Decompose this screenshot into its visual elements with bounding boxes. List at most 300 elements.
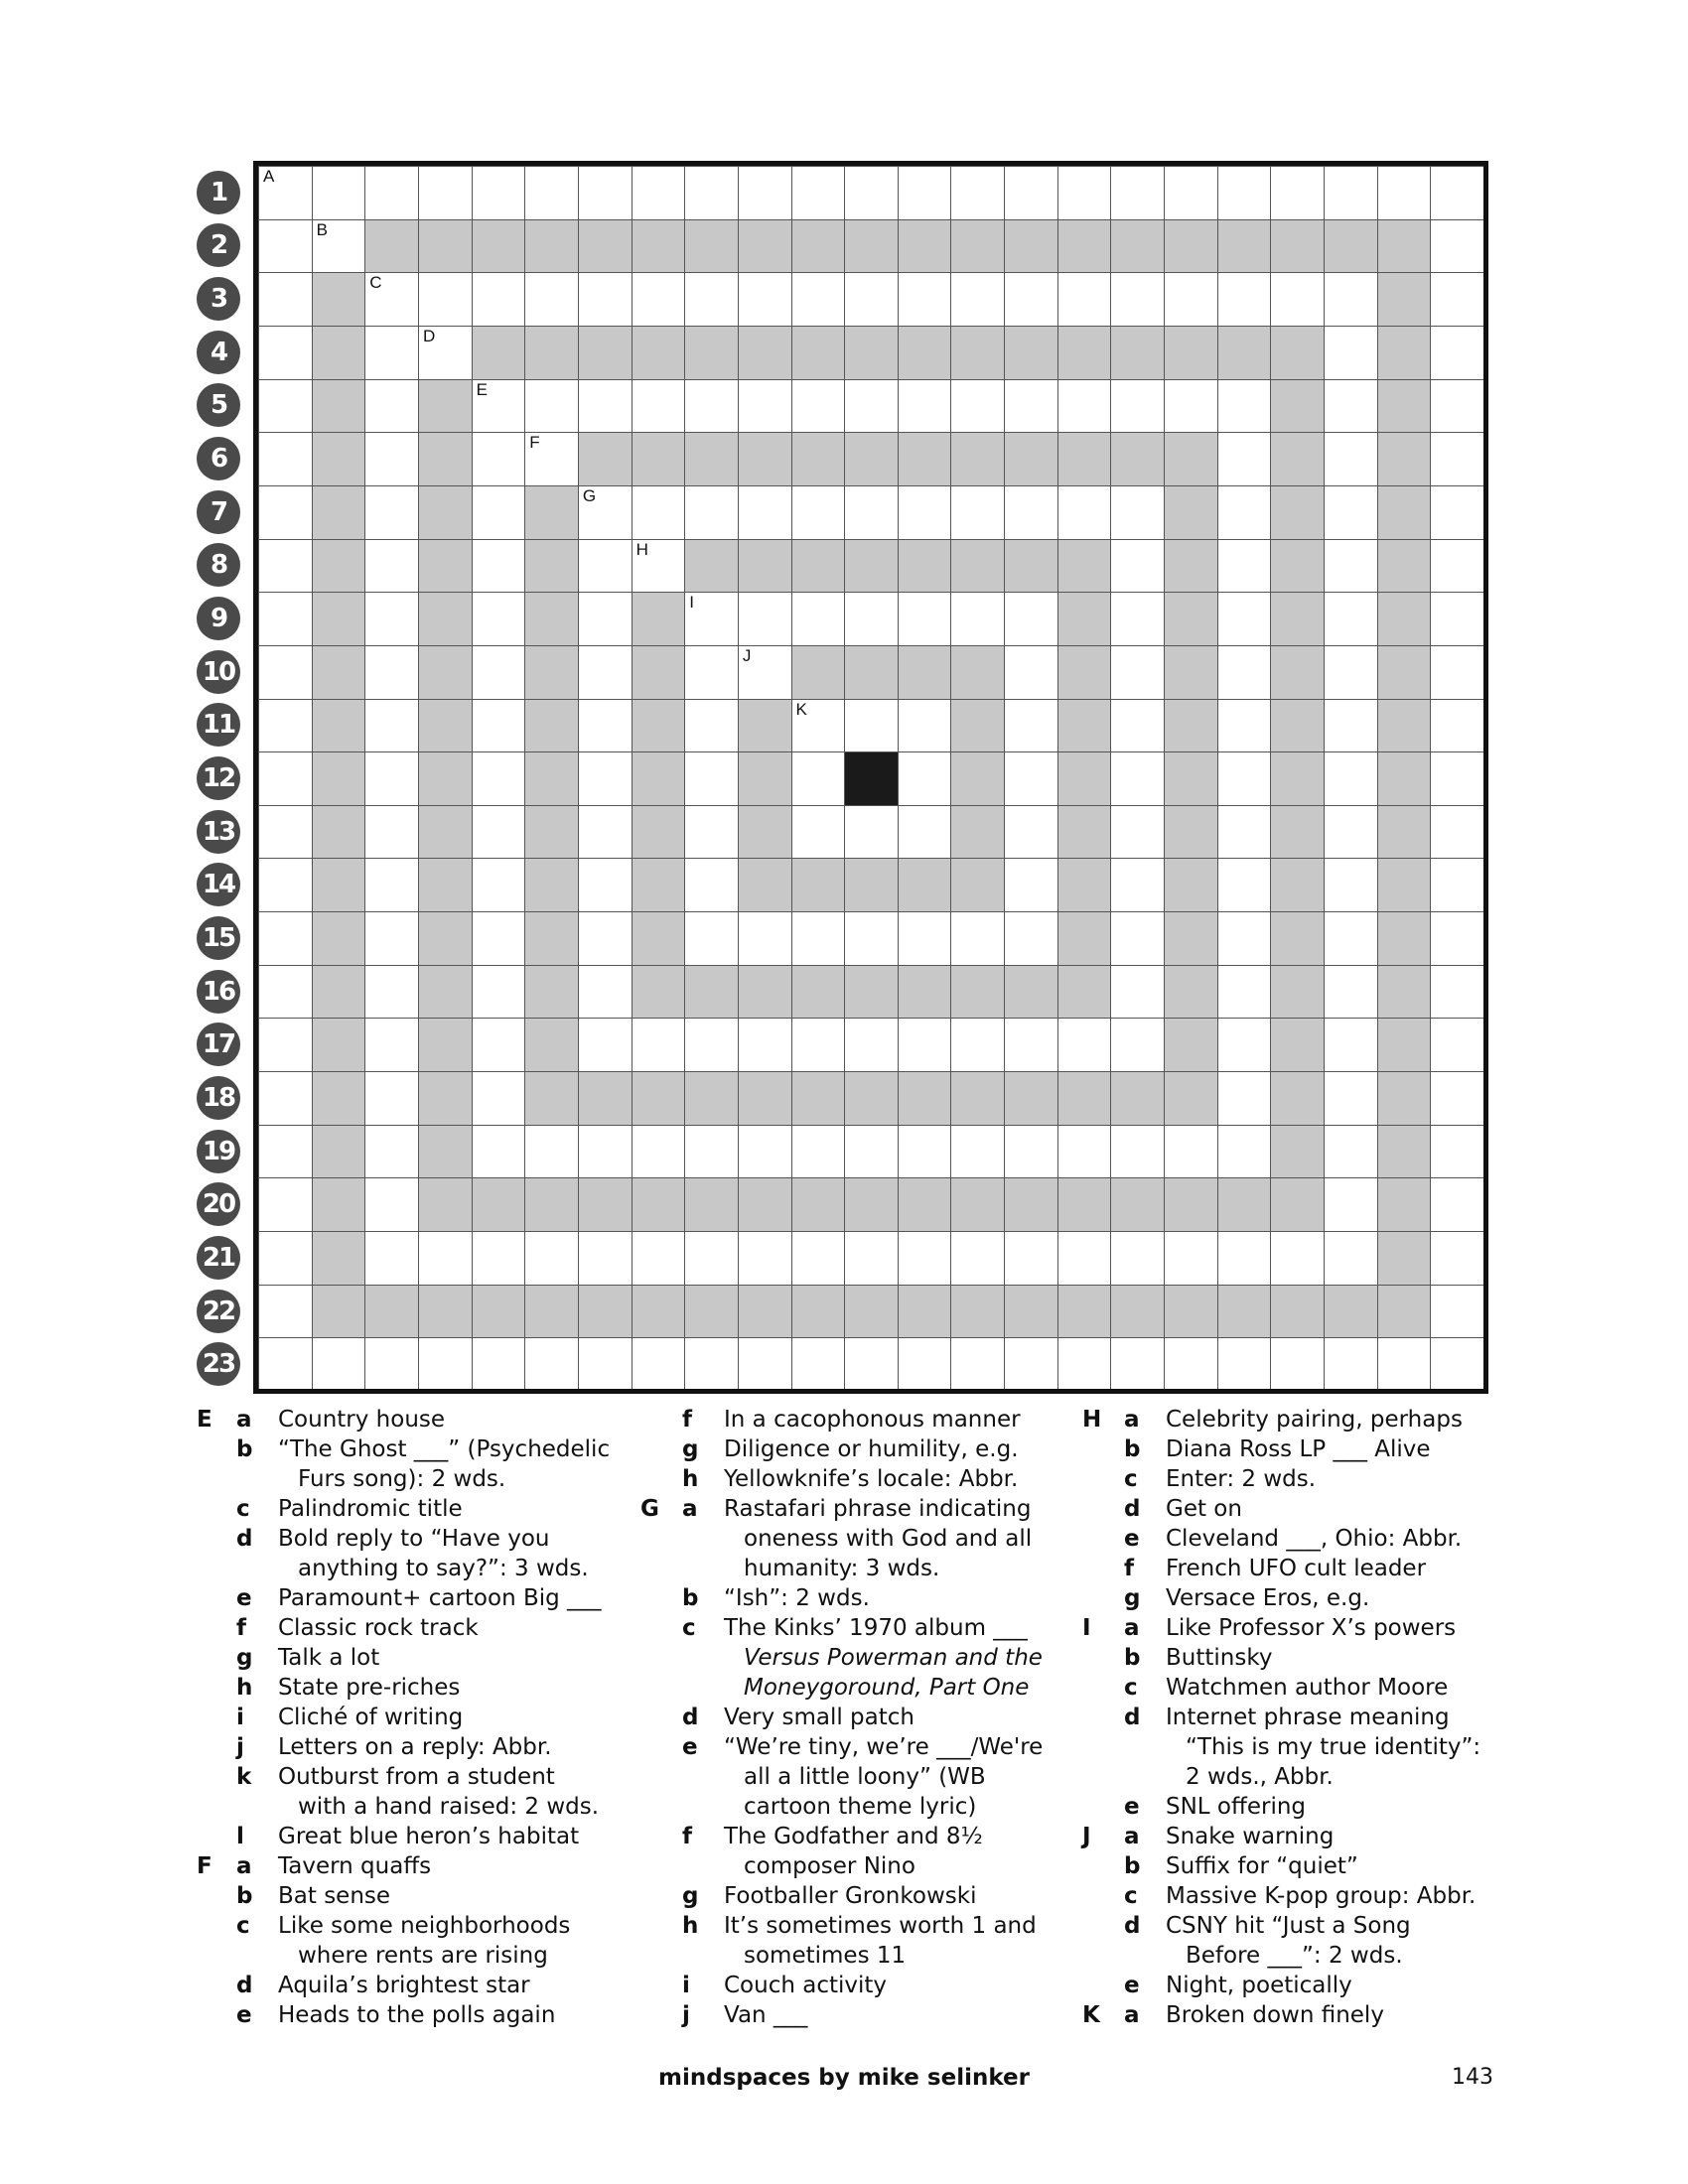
grid-cell[interactable] xyxy=(1430,432,1484,486)
grid-cell[interactable] xyxy=(950,1071,1005,1126)
grid-cell[interactable] xyxy=(1057,379,1112,434)
grid-cell[interactable] xyxy=(1270,645,1325,700)
grid-cell[interactable] xyxy=(1270,326,1325,380)
grid-cell[interactable] xyxy=(632,219,686,274)
grid-cell[interactable] xyxy=(791,1177,846,1232)
grid-cell[interactable] xyxy=(364,1285,419,1339)
grid-cell[interactable] xyxy=(1324,911,1378,966)
grid-cell[interactable] xyxy=(1164,485,1218,540)
grid-cell[interactable] xyxy=(1324,751,1378,806)
grid-cell[interactable] xyxy=(258,858,313,912)
grid-cell[interactable] xyxy=(791,1125,846,1179)
grid-cell[interactable] xyxy=(632,1125,686,1179)
grid-cell[interactable] xyxy=(312,805,366,860)
grid-cell[interactable] xyxy=(364,1231,419,1286)
grid-cell[interactable] xyxy=(1004,1018,1058,1072)
grid-cell[interactable] xyxy=(1324,592,1378,646)
grid-cell[interactable] xyxy=(258,539,313,594)
grid-cell[interactable] xyxy=(524,485,579,540)
grid-cell[interactable] xyxy=(791,911,846,966)
grid-cell[interactable] xyxy=(1430,485,1484,540)
grid-cell[interactable] xyxy=(1057,699,1112,753)
grid-cell[interactable] xyxy=(312,699,366,753)
grid-cell[interactable] xyxy=(898,699,952,753)
grid-cell[interactable] xyxy=(1270,272,1325,327)
grid-cell[interactable] xyxy=(1004,219,1058,274)
grid-cell[interactable] xyxy=(1164,645,1218,700)
grid-cell[interactable] xyxy=(524,592,579,646)
grid-cell[interactable] xyxy=(1057,645,1112,700)
grid-cell[interactable] xyxy=(898,272,952,327)
grid-cell[interactable] xyxy=(258,1177,313,1232)
grid-cell[interactable] xyxy=(1217,432,1272,486)
grid-cell[interactable] xyxy=(578,326,633,380)
grid-cell[interactable] xyxy=(418,965,473,1020)
grid-cell[interactable] xyxy=(1430,539,1484,594)
grid-cell[interactable] xyxy=(1377,1285,1432,1339)
grid-cell[interactable] xyxy=(738,1231,792,1286)
grid-cell[interactable] xyxy=(1164,326,1218,380)
grid-cell[interactable] xyxy=(258,805,313,860)
grid-cell[interactable] xyxy=(364,219,419,274)
grid-cell[interactable] xyxy=(844,379,899,434)
grid-cell[interactable] xyxy=(1377,1018,1432,1072)
grid-cell[interactable] xyxy=(1430,1285,1484,1339)
grid-cell[interactable] xyxy=(258,1125,313,1179)
grid-cell[interactable] xyxy=(898,751,952,806)
grid-cell[interactable] xyxy=(1430,219,1484,274)
grid-cell[interactable] xyxy=(632,1285,686,1339)
grid-cell[interactable] xyxy=(738,645,792,700)
grid-cell[interactable] xyxy=(1217,645,1272,700)
grid-cell[interactable] xyxy=(1004,166,1058,220)
grid-cell[interactable] xyxy=(312,1071,366,1126)
grid-cell[interactable] xyxy=(1164,432,1218,486)
grid-cell[interactable] xyxy=(1217,1177,1272,1232)
grid-cell[interactable] xyxy=(1430,1177,1484,1232)
grid-cell[interactable] xyxy=(1004,1125,1058,1179)
grid-cell[interactable] xyxy=(1004,485,1058,540)
grid-cell[interactable] xyxy=(1377,166,1432,220)
grid-cell[interactable] xyxy=(1377,751,1432,806)
grid-cell[interactable] xyxy=(524,1177,579,1232)
grid-cell[interactable] xyxy=(1110,166,1165,220)
grid-cell[interactable] xyxy=(1270,219,1325,274)
grid-cell[interactable] xyxy=(1270,751,1325,806)
grid-cell[interactable] xyxy=(632,1177,686,1232)
grid-cell[interactable] xyxy=(684,1231,739,1286)
grid-cell[interactable] xyxy=(418,432,473,486)
grid-cell[interactable] xyxy=(738,219,792,274)
grid-cell[interactable] xyxy=(1217,858,1272,912)
grid-cell[interactable] xyxy=(1377,1177,1432,1232)
grid-cell[interactable] xyxy=(1110,1071,1165,1126)
grid-cell[interactable] xyxy=(578,272,633,327)
grid-cell[interactable] xyxy=(844,858,899,912)
grid-cell[interactable] xyxy=(524,166,579,220)
grid-cell[interactable] xyxy=(844,699,899,753)
grid-cell[interactable] xyxy=(472,485,526,540)
grid-cell[interactable] xyxy=(844,1018,899,1072)
grid-cell[interactable] xyxy=(950,1018,1005,1072)
grid-cell[interactable] xyxy=(312,1125,366,1179)
grid-cell[interactable] xyxy=(738,1071,792,1126)
grid-cell[interactable] xyxy=(950,219,1005,274)
grid-cell[interactable] xyxy=(950,751,1005,806)
grid-cell[interactable] xyxy=(1270,699,1325,753)
grid-cell[interactable] xyxy=(364,539,419,594)
grid-cell[interactable] xyxy=(258,592,313,646)
grid-cell[interactable] xyxy=(738,326,792,380)
grid-cell[interactable] xyxy=(1324,166,1378,220)
grid-cell[interactable] xyxy=(364,1337,419,1392)
grid-cell[interactable] xyxy=(578,432,633,486)
grid-cell[interactable] xyxy=(312,592,366,646)
grid-cell[interactable] xyxy=(1004,272,1058,327)
grid-cell[interactable] xyxy=(578,539,633,594)
grid-cell[interactable] xyxy=(1110,911,1165,966)
grid-cell[interactable] xyxy=(791,539,846,594)
grid-cell[interactable] xyxy=(1164,592,1218,646)
grid-cell[interactable] xyxy=(258,1285,313,1339)
grid-cell[interactable] xyxy=(844,911,899,966)
grid-cell[interactable] xyxy=(1164,1337,1218,1392)
grid-cell[interactable] xyxy=(578,751,633,806)
grid-cell[interactable] xyxy=(1057,272,1112,327)
grid-cell[interactable] xyxy=(684,485,739,540)
grid-cell[interactable] xyxy=(1057,1071,1112,1126)
grid-cell[interactable] xyxy=(1430,1337,1484,1392)
grid-cell[interactable] xyxy=(1324,699,1378,753)
grid-cell[interactable] xyxy=(684,911,739,966)
grid-cell[interactable] xyxy=(1430,379,1484,434)
grid-cell[interactable] xyxy=(1270,1285,1325,1339)
grid-cell[interactable] xyxy=(738,1177,792,1232)
grid-cell[interactable] xyxy=(684,699,739,753)
grid-cell[interactable] xyxy=(364,1018,419,1072)
grid-cell[interactable] xyxy=(1164,965,1218,1020)
grid-cell[interactable] xyxy=(312,911,366,966)
grid-cell[interactable] xyxy=(791,1285,846,1339)
grid-cell[interactable] xyxy=(950,1337,1005,1392)
grid-cell[interactable] xyxy=(1110,272,1165,327)
grid-cell[interactable] xyxy=(684,805,739,860)
grid-cell[interactable] xyxy=(418,645,473,700)
grid-cell[interactable] xyxy=(844,1337,899,1392)
grid-cell[interactable] xyxy=(312,272,366,327)
grid-cell[interactable] xyxy=(258,432,313,486)
grid-cell[interactable] xyxy=(1324,1125,1378,1179)
grid-cell[interactable] xyxy=(1270,805,1325,860)
grid-cell[interactable] xyxy=(578,858,633,912)
grid-cell[interactable] xyxy=(1004,1337,1058,1392)
grid-cell[interactable] xyxy=(950,645,1005,700)
grid-cell[interactable] xyxy=(1270,858,1325,912)
grid-cell[interactable] xyxy=(1377,965,1432,1020)
grid-cell[interactable] xyxy=(844,539,899,594)
grid-cell[interactable] xyxy=(738,272,792,327)
grid-cell[interactable] xyxy=(738,432,792,486)
grid-cell[interactable] xyxy=(1004,1285,1058,1339)
grid-cell[interactable] xyxy=(950,272,1005,327)
grid-cell[interactable] xyxy=(684,219,739,274)
grid-cell[interactable] xyxy=(578,1018,633,1072)
grid-cell[interactable] xyxy=(364,751,419,806)
grid-cell[interactable] xyxy=(1377,858,1432,912)
grid-cell[interactable] xyxy=(1057,219,1112,274)
grid-cell[interactable] xyxy=(1110,699,1165,753)
grid-cell[interactable] xyxy=(1057,858,1112,912)
grid-cell[interactable] xyxy=(1057,1231,1112,1286)
grid-cell[interactable] xyxy=(1164,805,1218,860)
grid-cell[interactable] xyxy=(791,858,846,912)
grid-cell[interactable] xyxy=(1057,965,1112,1020)
grid-cell[interactable] xyxy=(1430,751,1484,806)
grid-cell[interactable] xyxy=(418,539,473,594)
grid-cell[interactable] xyxy=(950,485,1005,540)
grid-cell[interactable] xyxy=(1430,1125,1484,1179)
grid-cell[interactable] xyxy=(1164,1285,1218,1339)
grid-cell[interactable] xyxy=(472,219,526,274)
grid-cell[interactable] xyxy=(1164,379,1218,434)
grid-cell[interactable] xyxy=(1164,751,1218,806)
grid-cell[interactable] xyxy=(684,1125,739,1179)
grid-cell[interactable] xyxy=(898,911,952,966)
grid-cell[interactable] xyxy=(791,699,846,753)
grid-cell[interactable] xyxy=(524,858,579,912)
grid-cell[interactable] xyxy=(418,1018,473,1072)
grid-cell[interactable] xyxy=(738,1018,792,1072)
grid-cell[interactable] xyxy=(1004,965,1058,1020)
grid-cell[interactable] xyxy=(1377,699,1432,753)
grid-cell[interactable] xyxy=(1057,592,1112,646)
grid-cell[interactable] xyxy=(1110,539,1165,594)
grid-cell[interactable] xyxy=(1324,272,1378,327)
grid-cell[interactable] xyxy=(418,1071,473,1126)
grid-cell[interactable] xyxy=(1217,911,1272,966)
grid-cell[interactable] xyxy=(1377,1337,1432,1392)
grid-cell[interactable] xyxy=(472,1125,526,1179)
grid-cell[interactable] xyxy=(524,965,579,1020)
grid-cell[interactable] xyxy=(844,592,899,646)
grid-cell[interactable] xyxy=(364,699,419,753)
grid-cell[interactable] xyxy=(844,1177,899,1232)
grid-cell[interactable] xyxy=(738,1125,792,1179)
grid-cell[interactable] xyxy=(632,805,686,860)
grid-cell[interactable] xyxy=(1004,432,1058,486)
grid-cell[interactable] xyxy=(1377,1125,1432,1179)
grid-cell[interactable] xyxy=(1324,539,1378,594)
grid-cell[interactable] xyxy=(472,592,526,646)
grid-cell[interactable] xyxy=(258,751,313,806)
grid-cell[interactable] xyxy=(258,1018,313,1072)
grid-cell[interactable] xyxy=(898,858,952,912)
grid-cell[interactable] xyxy=(1057,166,1112,220)
grid-cell[interactable] xyxy=(1217,219,1272,274)
grid-cell[interactable] xyxy=(1004,1071,1058,1126)
grid-cell[interactable] xyxy=(950,1285,1005,1339)
grid-cell[interactable] xyxy=(1057,539,1112,594)
grid-cell[interactable] xyxy=(791,1018,846,1072)
grid-cell[interactable] xyxy=(1430,592,1484,646)
grid-cell[interactable] xyxy=(1377,592,1432,646)
grid-cell[interactable] xyxy=(578,645,633,700)
grid-cell[interactable] xyxy=(1057,1337,1112,1392)
grid-cell[interactable] xyxy=(632,1337,686,1392)
grid-cell[interactable] xyxy=(472,1337,526,1392)
grid-cell[interactable] xyxy=(364,911,419,966)
grid-cell[interactable] xyxy=(632,432,686,486)
grid-cell[interactable] xyxy=(738,699,792,753)
grid-cell[interactable] xyxy=(1430,1018,1484,1072)
grid-cell[interactable] xyxy=(844,485,899,540)
grid-cell[interactable] xyxy=(472,751,526,806)
grid-cell[interactable] xyxy=(1217,1337,1272,1392)
grid-cell[interactable] xyxy=(791,432,846,486)
grid-cell[interactable] xyxy=(364,432,419,486)
grid-cell[interactable] xyxy=(1057,751,1112,806)
grid-cell[interactable] xyxy=(418,858,473,912)
grid-cell[interactable] xyxy=(1430,965,1484,1020)
grid-cell[interactable] xyxy=(684,1018,739,1072)
grid-cell[interactable] xyxy=(524,1071,579,1126)
grid-cell[interactable] xyxy=(1110,379,1165,434)
grid-cell[interactable] xyxy=(312,1285,366,1339)
grid-cell[interactable] xyxy=(791,272,846,327)
grid-cell[interactable] xyxy=(1324,1337,1378,1392)
grid-cell[interactable] xyxy=(738,485,792,540)
grid-cell[interactable] xyxy=(791,1231,846,1286)
grid-cell[interactable] xyxy=(472,1071,526,1126)
grid-cell[interactable] xyxy=(1324,858,1378,912)
grid-cell[interactable] xyxy=(1110,326,1165,380)
grid-cell[interactable] xyxy=(791,805,846,860)
grid-cell[interactable] xyxy=(472,645,526,700)
grid-cell[interactable] xyxy=(364,965,419,1020)
grid-cell[interactable] xyxy=(364,1125,419,1179)
grid-cell[interactable] xyxy=(312,965,366,1020)
grid-cell[interactable] xyxy=(472,1018,526,1072)
grid-cell[interactable] xyxy=(524,1285,579,1339)
grid-cell[interactable] xyxy=(258,699,313,753)
grid-cell[interactable] xyxy=(791,1071,846,1126)
grid-cell[interactable] xyxy=(898,645,952,700)
grid-cell[interactable] xyxy=(364,1177,419,1232)
grid-cell[interactable] xyxy=(312,751,366,806)
grid-cell[interactable] xyxy=(791,485,846,540)
grid-cell[interactable] xyxy=(1217,1125,1272,1179)
grid-cell[interactable] xyxy=(632,485,686,540)
grid-cell[interactable] xyxy=(632,965,686,1020)
grid-cell[interactable] xyxy=(1110,219,1165,274)
grid-cell[interactable] xyxy=(1377,272,1432,327)
grid-cell[interactable] xyxy=(684,379,739,434)
grid-cell[interactable] xyxy=(632,1071,686,1126)
grid-cell[interactable] xyxy=(472,699,526,753)
grid-cell[interactable] xyxy=(418,326,473,380)
grid-cell[interactable] xyxy=(950,858,1005,912)
grid-cell[interactable] xyxy=(1164,272,1218,327)
grid-cell[interactable] xyxy=(1057,1018,1112,1072)
grid-cell[interactable] xyxy=(524,1018,579,1072)
grid-cell[interactable] xyxy=(950,379,1005,434)
grid-cell[interactable] xyxy=(684,539,739,594)
grid-cell[interactable] xyxy=(632,272,686,327)
grid-cell[interactable] xyxy=(844,272,899,327)
grid-cell[interactable] xyxy=(632,699,686,753)
grid-cell[interactable] xyxy=(844,805,899,860)
grid-cell[interactable] xyxy=(312,1231,366,1286)
grid-cell[interactable] xyxy=(1430,858,1484,912)
grid-cell[interactable] xyxy=(632,326,686,380)
grid-cell[interactable] xyxy=(364,1071,419,1126)
grid-cell[interactable] xyxy=(418,1285,473,1339)
grid-cell[interactable] xyxy=(1430,272,1484,327)
grid-cell[interactable] xyxy=(578,965,633,1020)
grid-cell[interactable] xyxy=(258,645,313,700)
grid-cell[interactable] xyxy=(418,485,473,540)
grid-cell[interactable] xyxy=(791,326,846,380)
grid-cell[interactable] xyxy=(578,379,633,434)
grid-cell[interactable] xyxy=(898,1285,952,1339)
grid-cell[interactable] xyxy=(950,805,1005,860)
grid-cell[interactable] xyxy=(791,965,846,1020)
grid-cell[interactable] xyxy=(258,1337,313,1392)
grid-cell[interactable] xyxy=(364,592,419,646)
grid-cell[interactable] xyxy=(1377,645,1432,700)
grid-cell[interactable] xyxy=(472,965,526,1020)
grid-cell[interactable] xyxy=(632,645,686,700)
grid-cell[interactable] xyxy=(1377,1071,1432,1126)
grid-cell[interactable] xyxy=(1324,485,1378,540)
grid-cell[interactable] xyxy=(1110,965,1165,1020)
grid-cell[interactable] xyxy=(524,379,579,434)
grid-cell[interactable] xyxy=(1110,1285,1165,1339)
grid-cell[interactable] xyxy=(1324,1177,1378,1232)
grid-cell[interactable] xyxy=(364,805,419,860)
grid-cell[interactable] xyxy=(1377,1231,1432,1286)
grid-cell[interactable] xyxy=(684,432,739,486)
grid-cell[interactable] xyxy=(1270,485,1325,540)
grid-cell[interactable] xyxy=(844,326,899,380)
grid-cell[interactable] xyxy=(364,379,419,434)
grid-cell[interactable] xyxy=(1217,965,1272,1020)
grid-cell[interactable] xyxy=(844,166,899,220)
grid-cell[interactable] xyxy=(578,592,633,646)
grid-cell[interactable] xyxy=(258,965,313,1020)
grid-cell[interactable] xyxy=(1270,592,1325,646)
grid-cell[interactable] xyxy=(950,1177,1005,1232)
grid-cell[interactable] xyxy=(1217,379,1272,434)
grid-cell[interactable] xyxy=(1110,805,1165,860)
grid-cell[interactable] xyxy=(1164,911,1218,966)
grid-cell[interactable] xyxy=(312,379,366,434)
grid-cell[interactable] xyxy=(898,592,952,646)
grid-cell[interactable] xyxy=(1324,1285,1378,1339)
grid-cell[interactable] xyxy=(1164,1125,1218,1179)
grid-cell[interactable] xyxy=(950,166,1005,220)
grid-cell[interactable] xyxy=(1110,858,1165,912)
grid-cell[interactable] xyxy=(1270,1071,1325,1126)
grid-cell[interactable] xyxy=(578,805,633,860)
grid-cell[interactable] xyxy=(1164,1231,1218,1286)
grid-cell[interactable] xyxy=(1110,751,1165,806)
grid-cell[interactable] xyxy=(312,1177,366,1232)
grid-cell[interactable] xyxy=(1217,699,1272,753)
grid-cell[interactable] xyxy=(1324,1231,1378,1286)
grid-cell[interactable] xyxy=(364,166,419,220)
grid-cell[interactable] xyxy=(1217,1285,1272,1339)
